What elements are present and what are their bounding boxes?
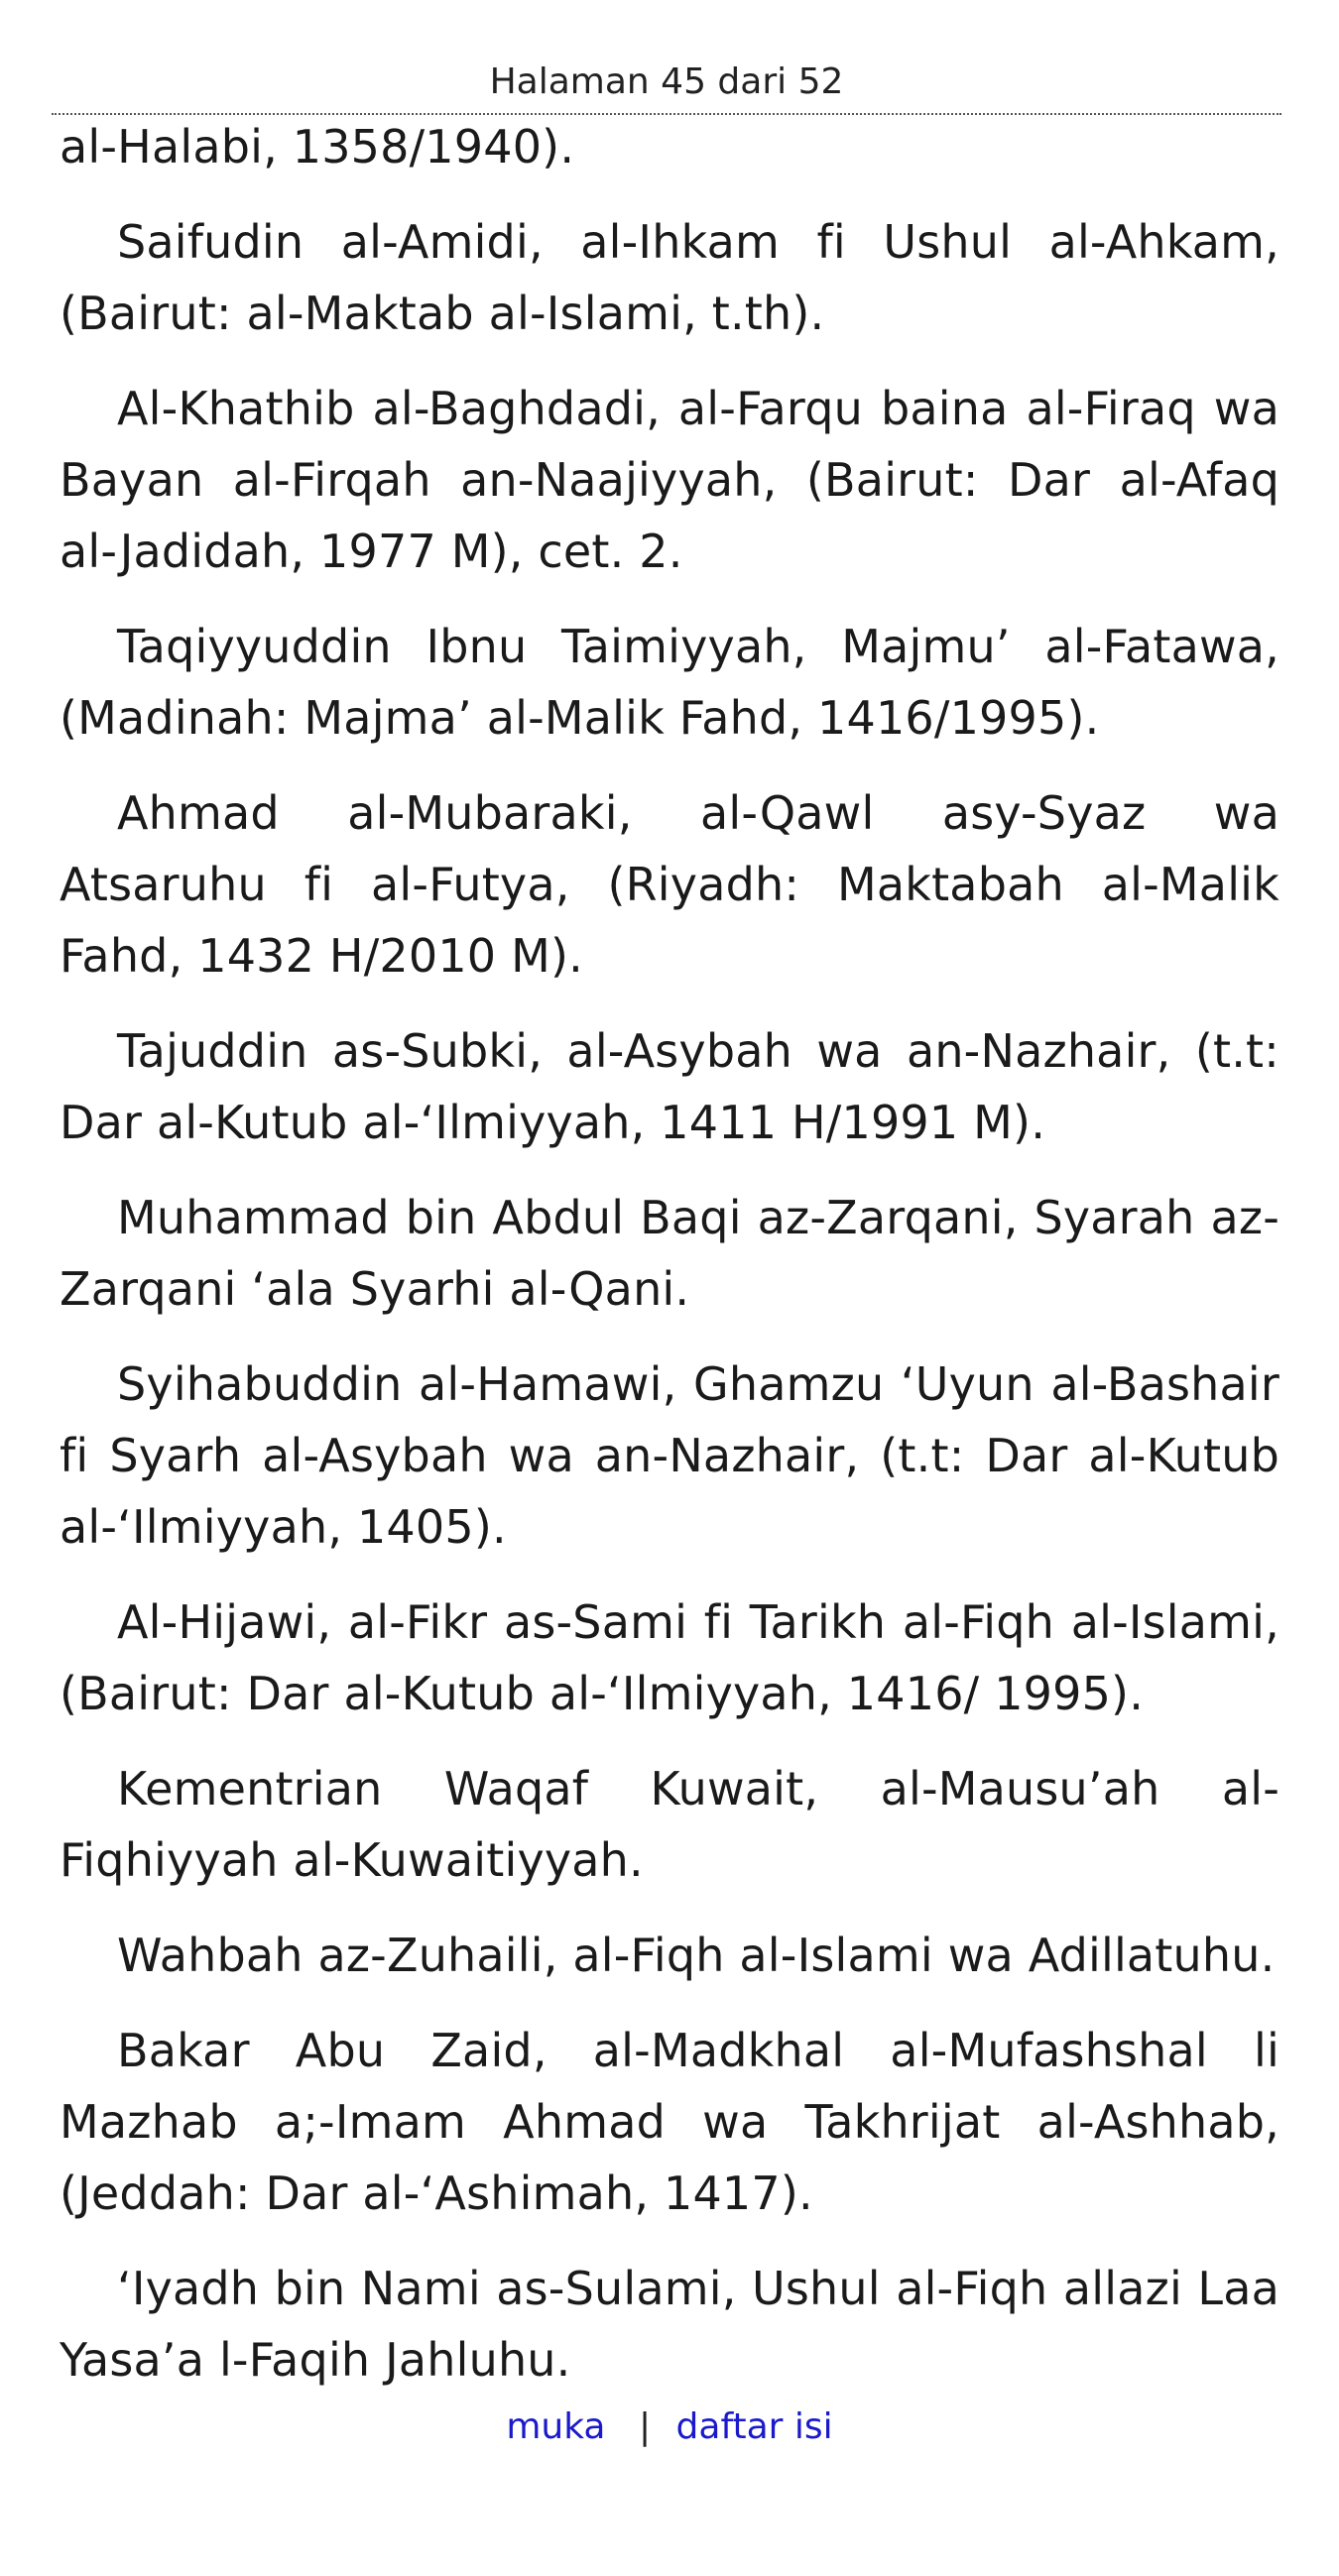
reference-entry: Wahbah az-Zuhaili, al-Fiqh al-Islami wa Adillatuhu. [117,1929,1276,1982]
reference-entry: Bakar Abu Zaid, al-Madkhal al-Mufashshal li Mazhab a;-Imam Ahmad wa Takhrijat al-Ashhab, (Jeddah: Dar al-‘Ashimah, 1417). [60,2024,1279,2220]
reference-entry: Muhammad bin Abdul Baqi az-Zarqani, Syarah az-Zarqani ‘ala Syarhi al-Qani. [60,1191,1279,1316]
reference-entry: Al-Hijawi, al-Fikr as-Sami fi Tarikh al-Fiqh al-Islami, (Bairut: Dar al-Kutub al-‘Ilmiyyah, 1416/ 1995). [60,1595,1279,1720]
page-header [52,56,1281,115]
reference-entry: al-Halabi, 1358/1940). [60,120,575,174]
bibliography-list [60,111,1279,2419]
nav-separator: | [638,2406,652,2447]
reference-entry: Ahmad al-Mubaraki, al-Qawl asy-Syaz wa Atsaruhu fi al-Futya, (Riyadh: Maktabah al-Malik Fahd, 1432 H/2010 M). [60,786,1279,983]
reference-entry: Syihabuddin al-Hamawi, Ghamzu ‘Uyun al-Bashair fi Syarh al-Asybah wa an-Nazhair, (t.t: Dar al-Kutub al-‘Ilmiyyah, 1405). [60,1357,1279,1554]
reference-entry: Kementrian Waqaf Kuwait, al-Mausu’ah al-Fiqhiyyah al-Kuwaitiyyah. [60,1762,1279,1887]
reference-entry: ‘Iyadh bin Nami as-Sulami, Ushul al-Fiqh allazi Laa Yasa’a l-Faqih Jahluhu. [60,2262,1279,2387]
table-of-contents-link[interactable]: daftar isi [675,2406,833,2447]
reference-entry: Saifudin al-Amidi, al-Ihkam fi Ushul al-Ahkam, (Bairut: al-Maktab al-Islami, t.th). [60,215,1279,340]
reference-entry: Tajuddin as-Subki, al-Asybah wa an-Nazhair, (t.t: Dar al-Kutub al-‘Ilmiyyah, 1411 H/1991 M). [60,1024,1279,1149]
page-indicator: Halaman 45 dari 52 [489,61,844,102]
reference-entry: Al-Khathib al-Baghdadi, al-Farqu baina al-Firaq wa Bayan al-Firqah an-Naajiyyah, (Bairut: Dar al-Afaq al-Jadidah, 1977 M), cet. 2. [60,382,1279,578]
footer-navigation [0,2403,1339,2451]
cover-link[interactable]: muka [506,2406,606,2447]
reference-entry: Taqiyyuddin Ibnu Taimiyyah, Majmu’ al-Fatawa, (Madinah: Majma’ al-Malik Fahd, 1416/1995). [60,620,1279,745]
